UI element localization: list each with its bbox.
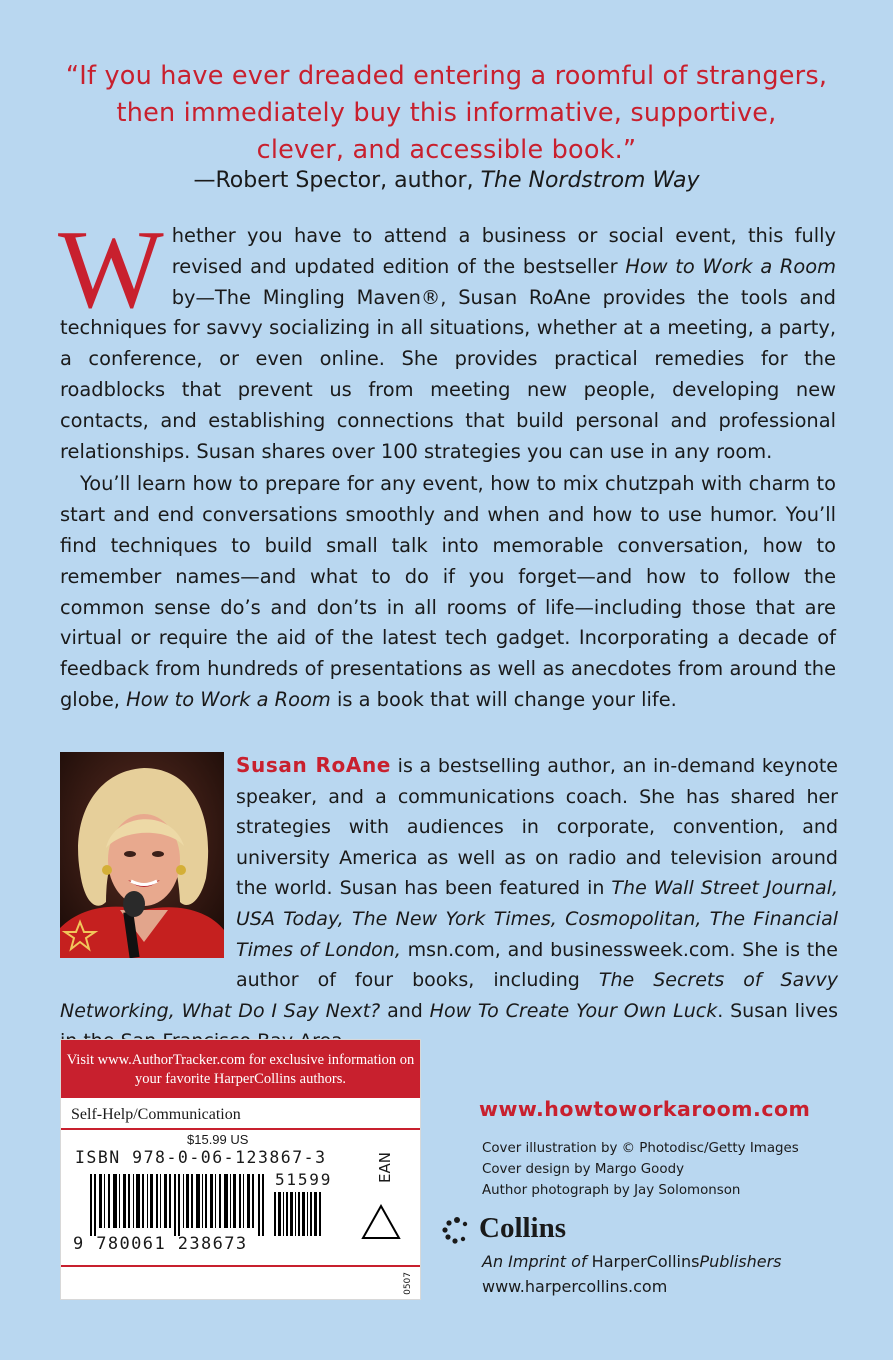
book-titles: The Secrets of Savvy Networking, What Do I Say Next? [60, 969, 838, 1022]
isbn-number: ISBN 978-0-06-123867-3 [75, 1148, 327, 1167]
description-text: You’ll learn how to prepare for any event, how to mix chutzpah with charm to start and end conversations smoothly and when and how to use humor. You’ll find techniques to build small talk into memorable conversation, how to remember names—and what to do if you forget—and how to follow the common sense do’s and don’ts in all rooms of life—including those that are virtual or require the aid of the latest tech gadget. Incorporating a decade of feedback from hundreds of presentations as well as anecdotes from around the globe, [60, 472, 836, 711]
imprint-suffix: Publishers [699, 1252, 782, 1271]
attribution-author: —Robert Spector, author, [193, 168, 481, 193]
credit-line: Cover illustration by © Photodisc/Getty Images [482, 1141, 799, 1156]
description-text: hether you have to attend a business or social event, this fully revised and updated edition of the bestseller [171, 224, 836, 278]
drop-cap: W [58, 208, 164, 332]
description-paragraph [60, 469, 836, 715]
author-name: Susan RoAne [236, 753, 391, 777]
bio-text: . Susan lives [717, 999, 839, 1022]
bio-photo-spacer [60, 750, 236, 966]
pull-quote-line: then immediately buy this informative, supportive, [116, 98, 777, 128]
credit-line: Cover design by Margo Goody [482, 1162, 684, 1177]
price-addon-number: 51599 [275, 1170, 333, 1189]
barcode-area [61, 1130, 420, 1280]
publisher-name: Collins [479, 1212, 567, 1244]
addon-barcode-image [274, 1192, 322, 1236]
author-bio [60, 750, 838, 1057]
description-paragraph [58, 208, 836, 467]
book-description [58, 208, 836, 716]
panel-divider [61, 1265, 420, 1267]
pull-quote-line: “If you have ever dreaded entering a roomful of strangers, [65, 61, 828, 91]
publisher-website[interactable]: www.harpercollins.com [482, 1277, 668, 1296]
quote-attribution [40, 168, 853, 193]
panel-code: 0507 [403, 1272, 413, 1295]
book-title: How To Create Your Own Luck [429, 999, 718, 1022]
attribution-book-title: The Nordstrom Way [480, 168, 700, 193]
price-label: $15.99 US [187, 1132, 249, 1147]
barcode-panel [60, 1039, 421, 1300]
book-website[interactable]: www.howtoworkaroom.com [479, 1097, 811, 1121]
description-text: by—The Mingling Maven®, Susan RoAne provides the tools and techniques for savvy socializing in all situations, whether at a meeting, a party, a conference, or even online. She provides practical remedies for the roadblocks that prevent us from meeting new people, developing new contacts, and establishing connections that build personal and professional relationships. Susan shares over 100 strategies you can use in any room. [60, 285, 836, 463]
publication-names: The Wall Street Journal, USA Today, The New York Times, Cosmopolitan, The Financial Times of London, [236, 877, 839, 961]
bio-text: msn.com, and businessweek.com. She is the author of four books, including [236, 938, 838, 992]
barcode-digits: 9 780061 238673 [73, 1234, 248, 1254]
imprint-line [482, 1252, 782, 1271]
book-title: How to Work a Room [625, 254, 836, 278]
cover-credits [482, 1138, 799, 1201]
ean-label: EAN [376, 1152, 394, 1183]
imprint-name: HarperCollins [591, 1252, 700, 1271]
description-text: is a book that will change your life. [330, 687, 677, 711]
pull-quote-line: clever, and accessible book.” [256, 135, 637, 165]
book-title: How to Work a Room [126, 687, 331, 711]
collins-logo-icon [441, 1216, 473, 1246]
category-label: Self-Help/Communication [61, 1098, 420, 1130]
credit-line: Author photograph by Jay Solomonson [482, 1183, 741, 1198]
author-tracker-promo: Visit www.AuthorTracker.com for exclusive information on your favorite HarperCollins authors. [61, 1040, 420, 1098]
barcode-image [90, 1174, 266, 1236]
pull-quote [40, 58, 853, 169]
bio-text: and [380, 999, 430, 1022]
imprint-prefix: An Imprint of [482, 1252, 592, 1271]
triangle-icon [361, 1204, 401, 1240]
bio-text: is a bestselling author, an in-demand keynote speaker, and a communications coach. She has shared her strategies with audiences in corporate, convention, and university America as well as on radio and television around the world. Susan has been featured in [236, 755, 838, 900]
